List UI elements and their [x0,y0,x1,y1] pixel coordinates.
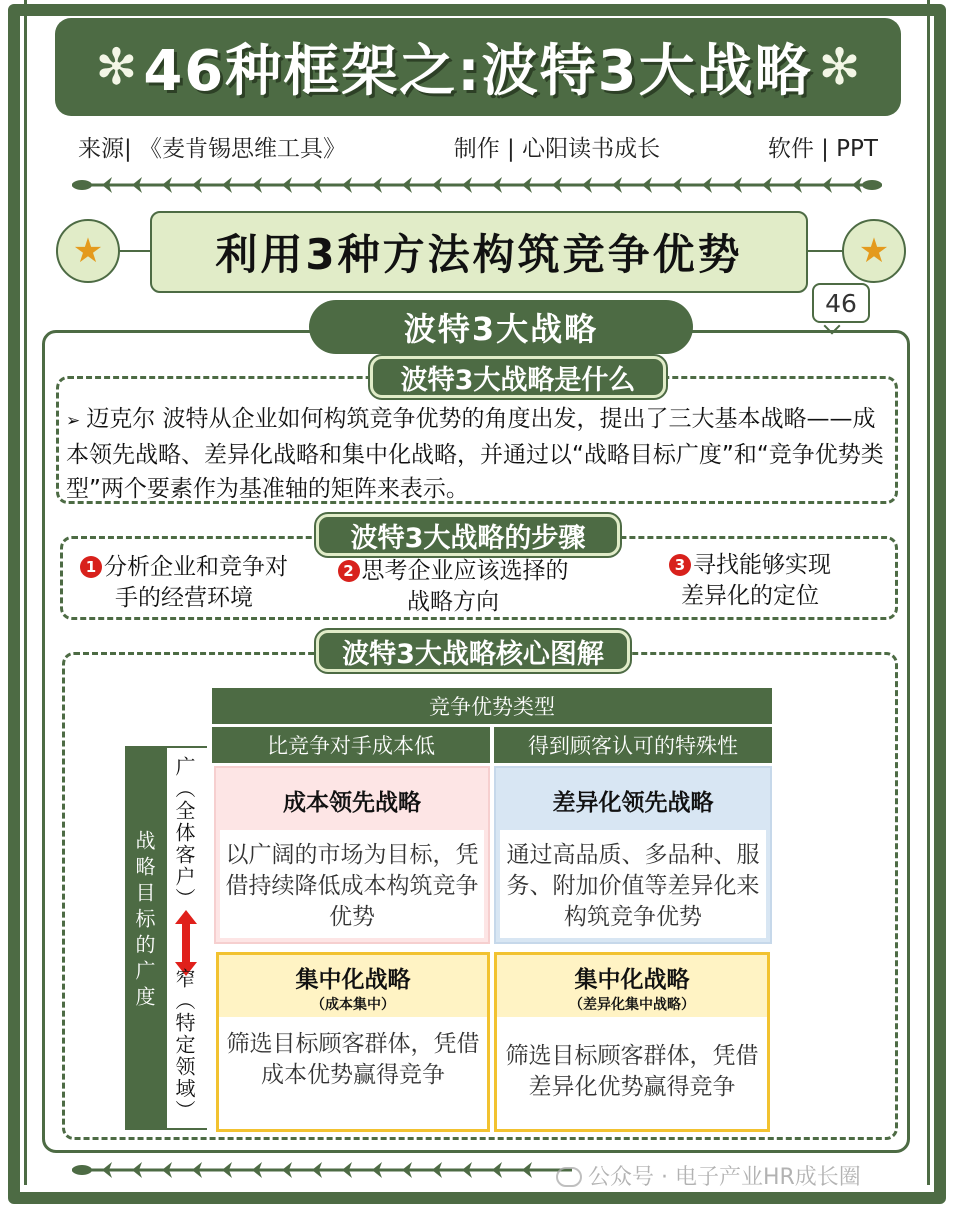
step-3-line1: 寻找能够实现 [693,552,831,578]
focus-differentiation-cell [494,952,770,1132]
differentiation-cell [494,766,772,944]
page-title: 46种框架之:波特3大战略 [143,39,813,104]
page-number-badge: 46 [812,283,870,323]
star-right-icon: ★ [842,219,906,283]
differentiation-body: 通过高品质、多品种、服务、附加价值等差异化来构筑竞争优势 [500,830,766,938]
what-description [66,402,896,506]
step-2-line1: 思考企业应该选择的 [361,558,569,584]
step-1-line2: 手的经营环境 [115,585,253,611]
software-label: 软件 | PPT [767,136,878,162]
wechat-icon [556,1167,582,1187]
title-banner [55,18,901,116]
steps-section-title: 波特3大战略的步骤 [316,514,620,556]
step-3-line2: 差异化的定位 [681,583,819,609]
star-connector-right [804,250,846,252]
diagram-section-title: 波特3大战略核心图解 [316,630,630,672]
watermark [556,1160,861,1191]
vine-divider-top-icon [72,177,882,193]
narrow-scope-label: 窄（特定领域） [172,968,196,1122]
differentiation-title: 差异化领先战略 [552,790,714,816]
bullet-arrow-icon: ➢ [66,411,81,431]
broad-scope-label: 广（全体客户） [172,756,196,910]
low-cost-header: 比竞争对手成本低 [212,727,490,763]
subtitle-box [150,211,808,293]
focus-cost-title: 集中化战略 [295,967,411,993]
step-number-badge: 2 [338,560,360,582]
watermark-text: 公众号 · 电子产业HR成长圈 [588,1165,861,1190]
what-description-text: 迈克尔 波特从企业如何构筑竞争优势的角度出发，提出了三大基本战略——成本领先战略、差异化战略和集中化战略，并通过以“战略目标广度”和“竞争优势类型”两个要素作为基准轴的矩阵来表示。 [66,406,884,502]
vine-divider-bottom-icon [72,1162,572,1178]
star-left-icon: ★ [56,219,120,283]
focus-cost-cell [216,952,490,1132]
focus-diff-subtitle: （差异化集中战略） [569,997,695,1013]
author-label: 制作 | 心阳读书成长 [453,136,661,162]
target-scope-label: 战略目标的广度 [132,830,156,1012]
focus-diff-body: 筛选目标顾客群体，凭借差异化优势赢得竞争 [497,1017,767,1129]
cost-leadership-cell [214,766,490,944]
meta-row [78,130,878,164]
flower-left-icon: ✻ [95,38,138,96]
focus-cost-body: 筛选目标顾客群体，凭借成本优势赢得竞争 [219,1017,487,1129]
focus-diff-title: 集中化战略 [574,967,690,993]
step-1 [64,552,304,614]
step-2-line2: 战略方向 [407,589,499,615]
cost-leadership-body: 以广阔的市场为目标，凭借持续降低成本构筑竞争优势 [220,830,484,938]
step-2 [318,556,588,618]
uniqueness-header: 得到顾客认可的特殊性 [494,727,772,763]
flower-right-icon: ✻ [818,38,861,96]
competitive-advantage-header: 竞争优势类型 [212,688,772,724]
source-label: 来源| 《麦肯锡思维工具》 [78,136,347,162]
main-title-pill: 波特3大战略 [309,300,693,354]
what-section-title: 波特3大战略是什么 [370,356,666,398]
scope-double-arrow-icon [173,910,199,976]
step-number-badge: 3 [669,554,691,576]
step-1-line1: 分析企业和竞争对 [104,554,288,580]
focus-cost-subtitle: （成本集中） [311,997,395,1013]
step-3 [650,550,850,612]
step-number-badge: 1 [80,556,102,578]
cost-leadership-title: 成本领先战略 [283,790,421,816]
subtitle: 利用3种方法构筑竞争优势 [215,230,743,279]
